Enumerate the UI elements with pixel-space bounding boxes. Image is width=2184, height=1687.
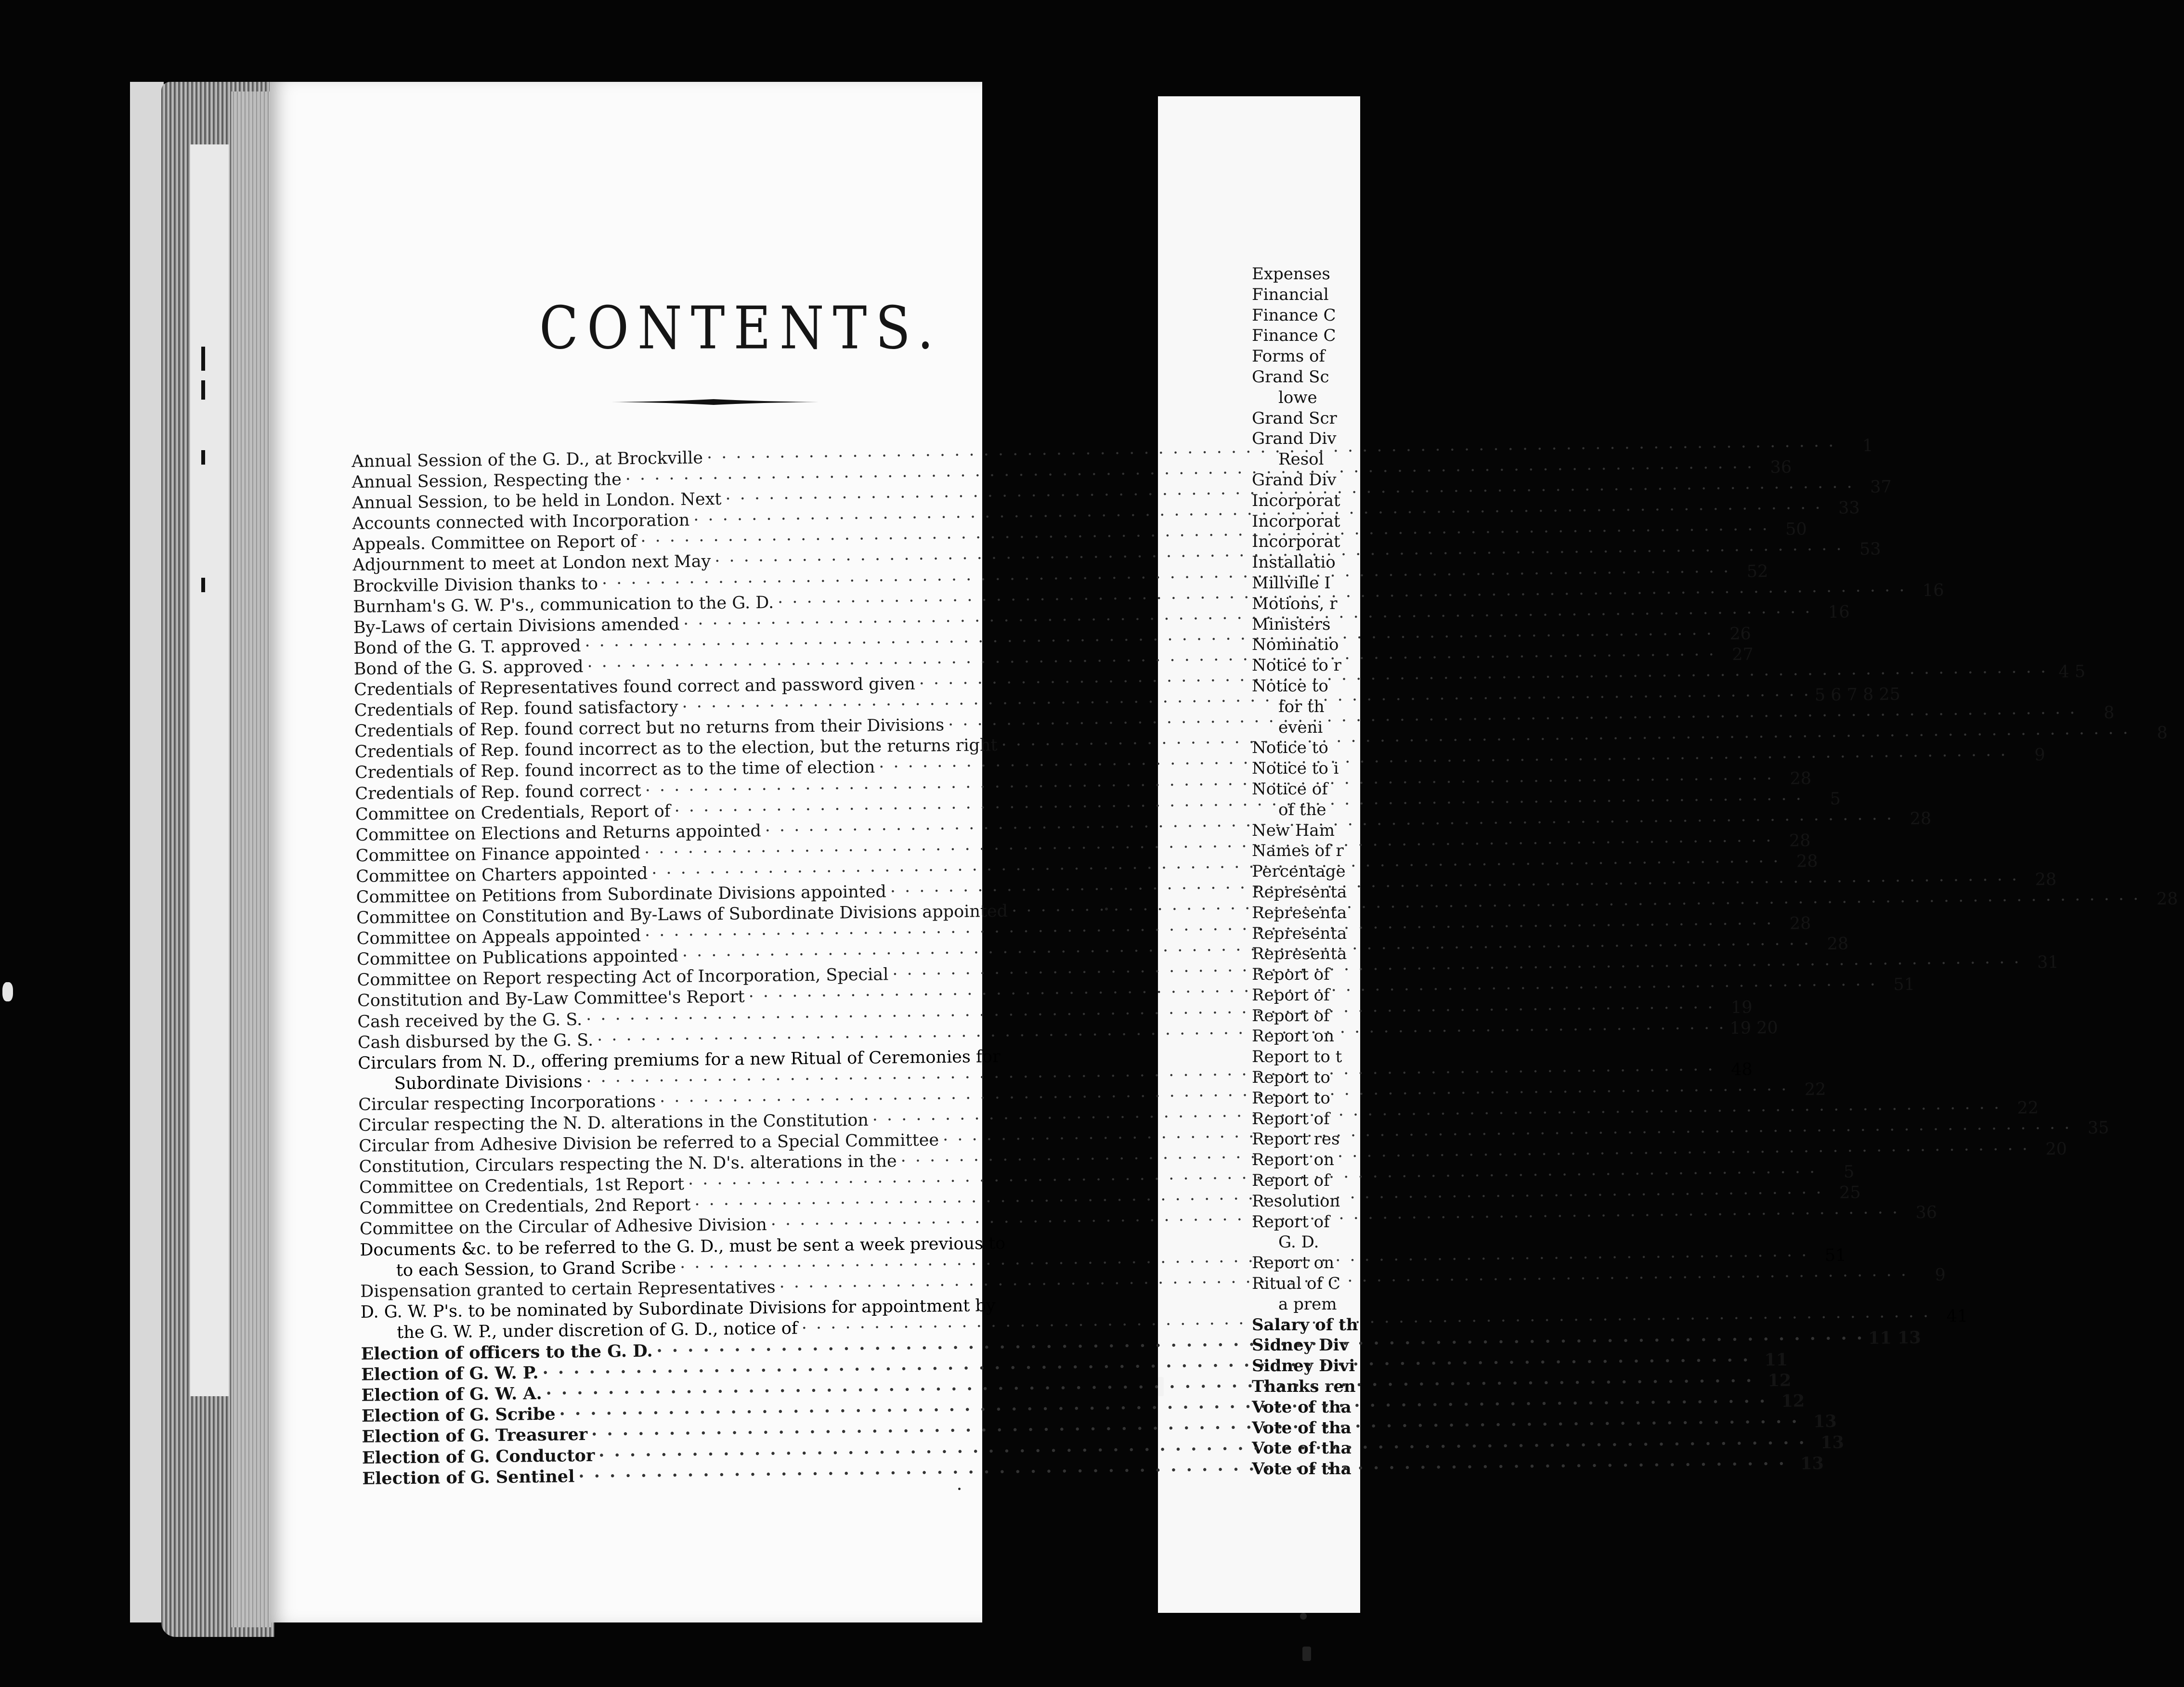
toc-entry-title: Documents &c. to be referred to the G. D., must be sent a week previous to	[360, 1233, 1006, 1260]
facing-page-entry: Report on	[1252, 1026, 1335, 1046]
facing-page-entry: Vote of tha	[1252, 1418, 1352, 1438]
toc-entry-page: 37	[1870, 477, 1892, 497]
toc-entry-page: 27	[1732, 645, 1754, 664]
toc-entry-page: 28	[1910, 809, 1932, 829]
toc-entry-title: Committee on Finance appointed	[355, 843, 641, 866]
facing-page-entry: Report to t	[1252, 1047, 1342, 1067]
facing-page-entry: Incorporat	[1252, 532, 1340, 552]
toc-entry-title: Constitution and By-Law Committee's Report	[357, 987, 745, 1011]
toc-entry-title: Circular respecting Incorporations	[358, 1092, 656, 1115]
facing-page-entry: Notice to i	[1252, 759, 1339, 779]
toc-entry-title: Appeals. Committee on Report of	[352, 532, 637, 555]
toc-entry-page: 28	[1790, 768, 1812, 789]
toc-entry-page: 11	[1764, 1350, 1788, 1370]
facing-page-entry: Report of	[1252, 965, 1330, 985]
facing-page-entry: Incorporat	[1252, 511, 1340, 531]
toc-entry-title: Circular respecting the N. D. alterations in the Constitution	[358, 1110, 869, 1135]
toc-entry-page: 35	[2087, 1118, 2109, 1138]
facing-page-entry: Forms of	[1252, 347, 1326, 366]
facing-page-entry: Grand Sc	[1252, 367, 1329, 387]
toc-entry-title: Election of G. W. P.	[361, 1363, 539, 1385]
toc-entry-page: 28	[1796, 852, 1818, 871]
toc-entry-page: 33	[1838, 498, 1860, 518]
toc-entry-page: 51	[1824, 1246, 1846, 1265]
toc-entry-page: 20	[2045, 1139, 2067, 1159]
facing-page-entry: Report to	[1252, 1068, 1330, 1088]
toc-entry-title: Constitution, Circulars respecting the N. D's. alterations in the	[359, 1152, 897, 1177]
edge-mark	[201, 347, 205, 371]
facing-page-entry: Representa	[1252, 923, 1347, 943]
toc-entry-page: 25	[1839, 1183, 1861, 1203]
toc-entry-title: By-Laws of certain Divisions amended	[353, 614, 680, 637]
toc-entry-continuation: to each Session, to Grand Scribe	[396, 1258, 676, 1280]
toc-entry-page: 16	[1922, 581, 1944, 600]
facing-page-entry: Notice to	[1252, 676, 1328, 696]
toc-entry-title: Bond of the G. S. approved	[353, 657, 584, 679]
facing-page-entry: Report of	[1252, 1006, 1330, 1025]
facing-page-entry: Names of r	[1252, 841, 1344, 861]
toc-entry-continuation: the G. W. P., under discretion of G. D., notice of	[396, 1319, 798, 1343]
toc-entry-title: Burnham's G. W. P's., communication to the G. D.	[353, 593, 774, 617]
toc-entry-title: Committee on Appeals appointed	[356, 926, 641, 949]
toc-entry-page: 16	[1828, 602, 1850, 622]
toc-entry-title: Committee on Constitution and By-Laws of Subordinate Divisions appointed	[356, 901, 1008, 928]
facing-page-entry: eveni	[1278, 717, 1323, 737]
edge-mark	[201, 578, 205, 592]
toc-entry-title: Election of G. Sentinel	[362, 1466, 575, 1489]
toc-entry-page: 28	[1789, 914, 1811, 934]
facing-page-entry: Percentage	[1252, 862, 1346, 882]
toc-entry-page: 9	[2034, 745, 2045, 765]
toc-entry-page: 4 5	[2058, 662, 2086, 682]
facing-page-entry: Salary of th	[1252, 1315, 1358, 1335]
toc-entry-title: Credentials of Representatives found correct and password given	[353, 674, 916, 700]
facing-page-entry: Millville I	[1252, 573, 1331, 593]
facing-page-entry: Report on	[1252, 1253, 1335, 1273]
toc-entry-title: Election of G. Conductor	[362, 1445, 595, 1468]
toc-entry-title: Election of G. W. A.	[361, 1384, 542, 1406]
facing-page-entry: Installatio	[1252, 553, 1336, 572]
scan-speck	[1302, 1647, 1311, 1661]
toc-entry-page: 12	[1768, 1371, 1792, 1391]
toc-entry-title: Cash received by the G. S.	[357, 1010, 583, 1032]
toc-entry-page: 19	[1730, 998, 1753, 1017]
facing-page-entry: Report res	[1252, 1129, 1340, 1149]
facing-page-entry: Financial	[1252, 285, 1329, 304]
toc-entry-page: 5	[1843, 1162, 1855, 1182]
facing-page-entry: Thanks ren	[1252, 1377, 1356, 1397]
facing-page-entry: Expenses	[1252, 264, 1330, 284]
toc-entry-title: Circular from Adhesive Division be referred to a Special Committee	[358, 1130, 939, 1156]
facing-page-entry: Sidney Divi	[1252, 1356, 1355, 1376]
toc-entry-title: Annual Session, to be held in London. Next	[351, 490, 722, 513]
edge-mark	[201, 380, 205, 400]
toc-entry-page: 36	[1770, 457, 1792, 478]
facing-page-entry: Report of	[1252, 1109, 1330, 1129]
toc-entry-title: Committee on Petitions from Subordinate Divisions appointed	[356, 882, 887, 907]
toc-entry-page: 13	[1820, 1432, 1845, 1453]
facing-page-entry: Report of	[1252, 1171, 1330, 1191]
facing-page-entry: Representa	[1252, 882, 1347, 902]
toc-entry-page: 53	[1859, 540, 1881, 559]
facing-page-entry: Vote of tha	[1252, 1459, 1352, 1479]
toc-entry-title: Committee on Elections and Returns appointed	[355, 821, 762, 845]
inserted-leaf	[190, 144, 229, 1396]
facing-page-entry: Finance C	[1252, 326, 1336, 346]
toc-entry-title: Cash disbursed by the G. S.	[357, 1030, 594, 1052]
toc-entry-page: 9	[1935, 1265, 1946, 1285]
toc-entry-title: Credentials of Rep. found incorrect as to the election, but the returns right	[354, 736, 998, 762]
toc-entry-page: 12	[1781, 1391, 1805, 1412]
page-title: CONTENTS.	[539, 294, 942, 363]
facing-page-entry: G. D.	[1278, 1233, 1319, 1252]
facing-page-entry: Vote of tha	[1252, 1397, 1352, 1417]
toc-entry-continuation: Subordinate Divisions	[394, 1072, 583, 1093]
facing-page-entry: Grand Div	[1252, 429, 1337, 449]
facing-page-entry: Incorporat	[1252, 491, 1340, 510]
toc-entry-page: 28	[2035, 869, 2057, 890]
facing-page-entry: Motions, r	[1252, 594, 1338, 613]
toc-entry-title: Dispensation granted to certain Representatives	[360, 1277, 776, 1301]
facing-page-entry: Report on	[1252, 1150, 1335, 1170]
toc-entry-title: Annual Session of the G. D., at Brockville	[351, 448, 703, 471]
scan-speck	[1300, 1613, 1307, 1620]
toc-entry-page: 1	[1862, 436, 1873, 456]
toc-entry-title: Adjournment to meet at London next May	[352, 552, 711, 575]
toc-entry-page: 28	[1827, 934, 1849, 954]
toc-entry-title: Committee on the Circular of Adhesive Division	[359, 1215, 767, 1239]
toc-entry-page: 13	[1813, 1412, 1837, 1432]
toc-entry-page: 22	[2017, 1098, 2039, 1118]
facing-page-entry: Resol	[1278, 450, 1324, 469]
facing-page-entry: Nominatio	[1252, 635, 1339, 655]
facing-page-entry: Representa	[1252, 903, 1347, 922]
toc-entry-page: 51	[1893, 975, 1915, 995]
toc-entry-title: Election of officers to the G. D.	[361, 1341, 653, 1364]
toc-entry-page: 28	[1789, 831, 1811, 851]
toc-entry-title: Credentials of Rep. found satisfactory	[354, 698, 678, 721]
toc-entry-page: 8	[2157, 723, 2168, 743]
toc-entry-page: 31	[2037, 953, 2059, 973]
facing-page-entry: Report to	[1252, 1088, 1330, 1108]
toc-entry-title: Committee on Credentials, 2nd Report	[359, 1195, 691, 1219]
facing-page-entry: Sidney Div	[1252, 1336, 1349, 1355]
toc-entry-page: 8	[2103, 703, 2115, 723]
toc-entry-page: 41	[1946, 1306, 1968, 1326]
book-cover-edge	[130, 82, 164, 1622]
toc-entry-page: 28	[2156, 889, 2178, 909]
title-ornament-rule	[609, 399, 819, 405]
scan-speck	[1105, 908, 1108, 910]
facing-page-entry: lowe	[1278, 388, 1317, 407]
toc-entry-page: 26	[1729, 624, 1752, 644]
toc-entry-title: Committee on Credentials, 1st Report	[359, 1175, 685, 1198]
edge-mark	[201, 450, 205, 465]
toc-entry-title: Credentials of Rep. found correct	[355, 781, 641, 804]
toc-entry-title: Accounts connected with Incorporation	[352, 510, 690, 534]
toc-entry-page: 11 13	[1868, 1327, 1921, 1349]
toc-entry-page: 50	[1785, 519, 1807, 540]
toc-entry-title: Election of G. Scribe	[361, 1404, 556, 1427]
facing-page-entry: Notice of	[1252, 779, 1328, 799]
facing-page-entry: for th	[1278, 697, 1325, 716]
facing-page-entry: a prem	[1278, 1294, 1337, 1314]
facing-page-entry: Representa	[1252, 944, 1347, 964]
page-tear	[1158, 1377, 1164, 1396]
toc-entry-page: 48	[1730, 1060, 1753, 1079]
toc-entry-title: Credentials of Rep. found incorrect as to the time of election	[354, 758, 875, 783]
facing-page-entry: Vote of tha	[1252, 1439, 1352, 1458]
toc-entry-page: 19 20	[1729, 1018, 1778, 1038]
toc-entry-page: 5	[1830, 789, 1841, 809]
facing-page-entry: Resolution	[1252, 1191, 1340, 1211]
toc-entry-title: Credentials of Rep. found correct but no returns from their Divisions	[354, 715, 945, 741]
facing-page-entry: Report of	[1252, 1212, 1330, 1232]
toc-entry-page: 36	[1915, 1203, 1937, 1223]
facing-page-entry: Notice to	[1252, 738, 1328, 758]
facing-page-entry: of the	[1278, 800, 1326, 819]
facing-page-entry: Ministers	[1252, 614, 1331, 634]
toc-entry-page: 22	[1804, 1079, 1826, 1100]
toc-entry-title: Circulars from N. D., offering premiums for a new Ritual of Ceremonies for	[358, 1047, 1001, 1073]
toc-entry-page: 52	[1746, 561, 1768, 582]
toc-entry-page: 5 6 7 8 25	[1814, 685, 1901, 705]
toc-entry-title: Annual Session, Respecting the	[351, 470, 622, 493]
facing-page-entry: Ritual of C	[1252, 1274, 1340, 1294]
toc-entry-page: 13	[1800, 1453, 1824, 1474]
toc-entry-title: D. G. W. P's. to be nominated by Subordinate Divisions for appointment by	[360, 1296, 996, 1322]
page-fore-edge	[231, 91, 272, 1627]
facing-page-entry: Report of	[1252, 985, 1330, 1005]
toc-entry-title: Committee on Charters appointed	[356, 864, 648, 886]
facing-page-entry: New Ham	[1252, 820, 1335, 840]
facing-page-entry: Grand Div	[1252, 470, 1337, 490]
toc-entry-title: Committee on Report respecting Act of Incorporation, Special	[357, 965, 889, 990]
toc-entry-title: Bond of the G. T. approved	[353, 636, 581, 658]
facing-page-entry: Notice to r	[1252, 656, 1341, 675]
toc-entry-title: Brockville Division thanks to	[352, 574, 598, 596]
toc-entry-title: Election of G. Treasurer	[362, 1425, 588, 1447]
facing-page-entry: Finance C	[1252, 305, 1336, 325]
toc-entry-title: Committee on Credentials, Report of	[355, 801, 671, 824]
scan-blemish	[2, 982, 13, 1001]
toc-entry-title: Committee on Publications appointed	[356, 947, 679, 970]
facing-page-entry: Grand Scr	[1252, 408, 1337, 428]
scan-speck	[958, 1488, 961, 1490]
